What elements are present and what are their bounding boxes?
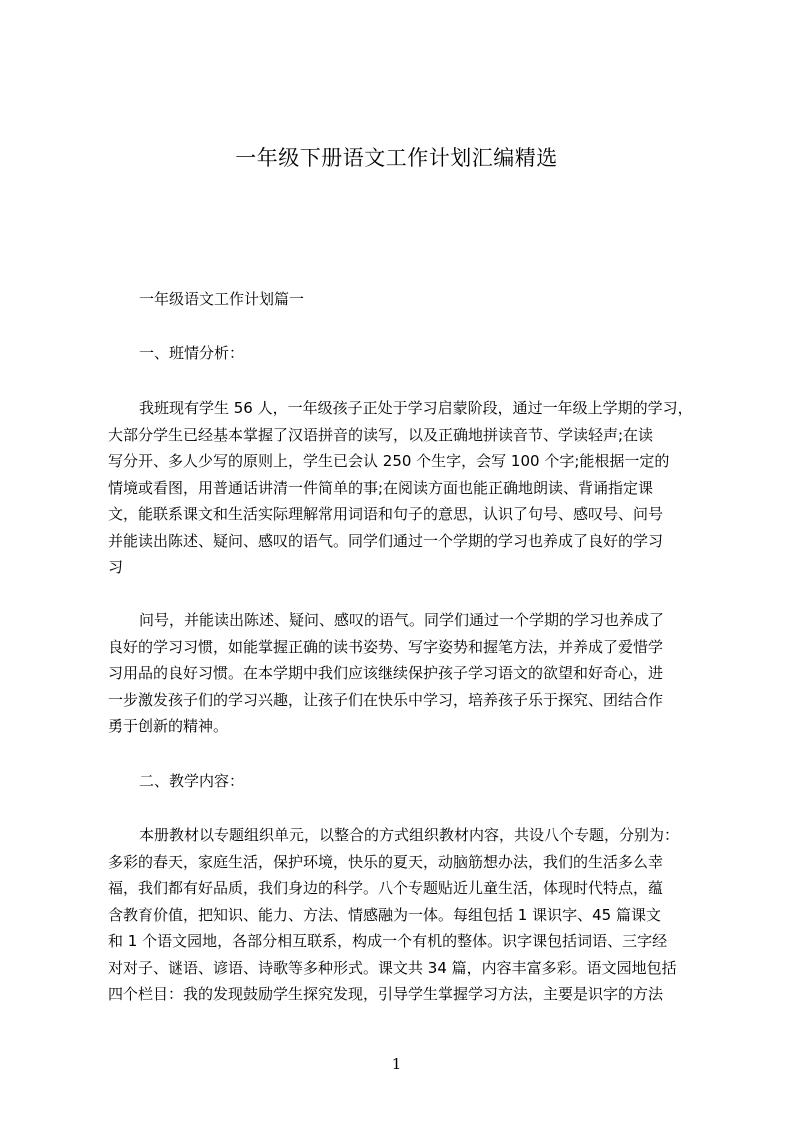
paragraph-line: 四个栏目：我的发现鼓励学生探究发现，引导学生掌握学习方法，主要是识字的方法 [108,985,664,1003]
paragraph-line: 福，我们都有好品质，我们身边的科学。八个专题贴近儿童生活，体现时代特点，蕴 [108,879,664,897]
document-title: 一年级下册语文工作计划汇编精选 [235,146,558,170]
paragraph-line: 并能读出陈述、疑问、感叹的语气。同学们通过一个学期的学习也养成了良好的学习 [108,531,664,550]
paragraph-line: 多彩的春天，家庭生活，保护环境，快乐的夏天，动脑筋想办法，我们的生活多么幸 [108,852,664,871]
paragraph-line: 本册教材以专题组织单元，以整合的方式组织教材内容，共设八个专题，分别为： [139,826,680,844]
paragraph-study-habits [108,607,664,740]
paragraph-line: 对对子、谜语、谚语、诗歌等多种形式。课文共 34 篇，内容丰富多彩。语文园地包括 [108,958,677,977]
heading-teaching-content: 二、教学内容： [139,772,245,790]
page-number: 1 [391,1055,402,1073]
paragraph-line: 大部分学生已经基本掌握了汉语拼音的读写，以及正确地拼读音节、学读轻声;在读 [108,425,654,444]
paragraph-line: 情境或看图，用普通话讲清一件简单的事;在阅读方面也能正确地朗读、背诵指定课 [108,478,654,497]
paragraph-line: 文，能联系课文和生活实际理解常用词语和句子的意思，认识了句号、感叹号、问号 [108,505,664,523]
heading-class-analysis: 一、班情分析： [139,344,245,362]
paragraph-line: 良好的学习习惯，如能掌握正确的读书姿势、写字姿势和握笔方法，并养成了爱惜学 [108,637,664,656]
paragraph-class-analysis [108,395,693,581]
paragraph-line: 写分开、多人少写的原则上，学生已会认 250 个生字，会写 100 个字;能根据一定的 [108,452,670,470]
paragraph-line: 习用品的良好习惯。在本学期中我们应该继续保护孩子学习语文的欲望和好奇心，进 [108,664,664,682]
paragraph-line: 习 [108,558,124,576]
section-title: 一年级语文工作计划篇一 [139,290,305,308]
paragraph-line: 和 1 个语文园地，各部分相互联系，构成一个有机的整体。识字课包括词语、三字经 [108,932,668,950]
paragraph-line: 问号，并能读出陈述、疑问、感叹的语气。同学们通过一个学期的学习也养成了 [139,611,665,629]
paragraph-line: 含教育价值，把知识、能力、方法、情感融为一体。每组包括 1 课识字、45 篇课文 [108,905,661,924]
paragraph-teaching-content [108,822,679,1008]
paragraph-line: 一步激发孩子们的学习兴趣，让孩子们在快乐中学习，培养孩子乐于探究、团结合作 [108,690,664,709]
paragraph-line: 我班现有学生 56 人，一年级孩子正处于学习启蒙阶段，通过一年级上学期的学习， [139,399,693,417]
paragraph-line: 勇于创新的精神。 [108,717,229,735]
